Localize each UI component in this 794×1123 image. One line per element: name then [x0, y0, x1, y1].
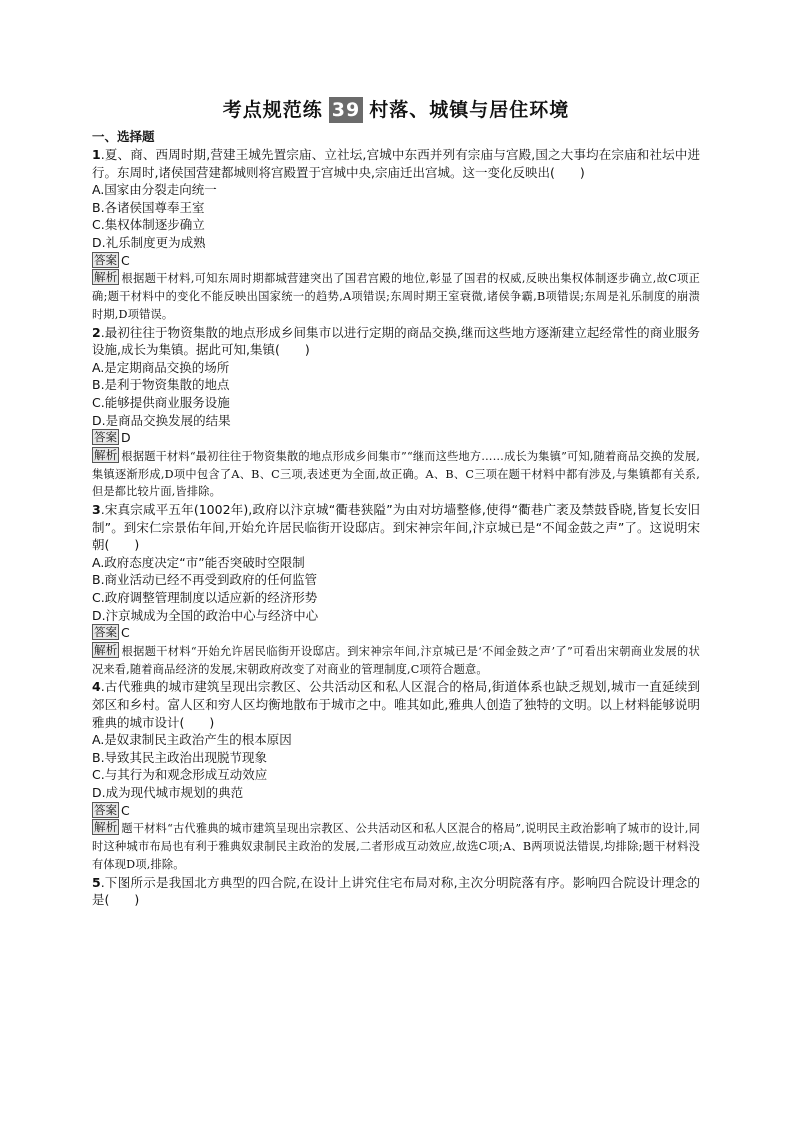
analysis-paragraph: [92, 642, 700, 679]
title-topic: 村落、城镇与居住环境: [369, 99, 570, 121]
answer-value: C: [121, 625, 130, 641]
option-a: A.国家由分裂走向统一: [92, 182, 217, 198]
option-c: C.能够提供商业服务设施: [92, 394, 230, 410]
document-page: [92, 96, 700, 909]
question-stem: [92, 501, 700, 554]
analysis-paragraph: [92, 269, 700, 323]
title-prefix: 考点规范练: [222, 99, 323, 121]
answer-value: C: [121, 802, 130, 818]
answer-tag: 答案: [94, 252, 117, 267]
question-block: [92, 678, 700, 873]
answer-line: [92, 624, 700, 642]
answer-tag: 答案: [94, 430, 117, 445]
option-d: D.汴京城成为全国的政治中心与经济中心: [92, 607, 319, 623]
analysis-text: 题干材料“古代雅典的城市建筑呈现出宗教区、公共活动区和私人区混合的格局”,说明民主政治影响了城市的设计,同时这种城市布局也有利于雅典奴隶制民主政治的发展,二者形成互动效应,故选C项;A、B两项说法错误,均排除;题干材料没有体现D项,排除。: [92, 822, 700, 871]
question-number: 1: [92, 147, 101, 162]
analysis-tag: 解析: [94, 820, 118, 835]
question-number: 3: [92, 502, 101, 518]
analysis-text: 根据题干材料“最初往往于物资集散的地点形成乡间集市”“继而这些地方……成长为集镇”可知,随着商品交换的发展,集镇逐渐形成,D项中包含了A、B、C三项,表述更为全面,故正确。A、B、C三项在题干材料中都有涉及,与集镇都有关系,但是都比较片面,皆排除。: [92, 449, 700, 499]
answer-line: [92, 252, 700, 270]
question-block: [92, 324, 700, 502]
question-stem: [92, 678, 700, 731]
question-number: 4: [92, 679, 101, 695]
question-block: [92, 501, 700, 678]
question-block: [92, 874, 700, 909]
question-stem: [92, 874, 700, 909]
analysis-paragraph: [92, 819, 700, 873]
answer-value: C: [121, 252, 130, 268]
option-d: D.是商品交换发展的结果: [92, 412, 231, 428]
analysis-text: 根据题干材料“开始允许居民临街开设邸店。到宋神宗年间,汴京城已是‘不闻金鼓之声’了”可看出宋朝商业发展的状况来看,随着商品经济的发展,宋朝政府改变了对商业的管理制度,C项符合题意。: [92, 644, 700, 676]
answer-line: [92, 802, 700, 820]
option-c: C.与其行为和观念形成互动效应: [92, 767, 268, 783]
option-a: A.是定期商品交换的场所: [92, 359, 230, 375]
option-b: B.导致其民主政治出现脱节现象: [92, 749, 268, 765]
analysis-tag: 解析: [94, 447, 118, 462]
question-text: .下图所示是我国北方典型的四合院,在设计上讲究住宅布局对称,主次分明院落有序。影响四合院设计理念的是( ): [92, 874, 700, 908]
question-stem: [92, 146, 700, 181]
question-text: .古代雅典的城市建筑呈现出宗教区、公共活动区和私人区混合的格局,街道体系也缺乏规划,城市一直延续到郊区和乡村。富人区和穷人区均衡地散布于城市之中。唯其如此,雅典人创造了独特的文明。以上材料能够说明雅典的城市设计( ): [92, 679, 700, 730]
option-c: C.集权体制逐步确立: [92, 217, 205, 233]
question-text: .最初往往于物资集散的地点形成乡间集市以进行定期的商品交换,继而这些地方逐渐建立起经常性的商业服务设施,成长为集镇。据此可知,集镇( ): [92, 324, 700, 358]
option-d: D.礼乐制度更为成熟: [92, 234, 206, 250]
option-b: B.各诸侯国尊奉王室: [92, 199, 205, 215]
option-c: C.政府调整管理制度以适应新的经济形势: [92, 590, 318, 606]
question-stem: [92, 324, 700, 359]
answer-tag: 答案: [94, 625, 117, 640]
analysis-tag: 解析: [94, 270, 118, 285]
question-text: .夏、商、西周时期,营建王城先置宗庙、立社坛,宫城中东西并列有宗庙与宫殿,国之大事均在宗庙和社坛中进行。东周时,诸侯国营建都城则将宫殿置于宫城中央,宗庙迁出宫城。这一变化反映出( ): [92, 147, 700, 180]
option-b: B.是利于物资集散的地点: [92, 377, 230, 393]
answer-tag: 答案: [94, 802, 117, 817]
analysis-paragraph: [92, 447, 700, 501]
question-text: .宋真宗咸平五年(1002年),政府以汴京城“衢巷狭隘”为由对坊墙整修,使得“衢巷广袤及禁鼓昏晓,皆复长安旧制”。到宋仁宗景佑年间,开始允许居民临街开设邸店。到宋神宗年间,汴京城已是“不闻金鼓之声”了。这说明宋朝( ): [92, 502, 700, 553]
answer-line: [92, 429, 700, 447]
question-number: 2: [92, 324, 101, 340]
question-number: 5: [92, 874, 101, 890]
option-b: B.商业活动已经不再受到政府的任何监管: [92, 572, 318, 588]
option-a: A.是奴隶制民主政治产生的根本原因: [92, 732, 292, 748]
analysis-text: 根据题干材料,可知东周时期都城营建突出了国君宫殿的地位,彰显了国君的权威,反映出集权体制逐步确立,故C项正确;题干材料中的变化不能反映出国家统一的趋势,A项错误;东周时期王室衰微,诸侯争霸,B项错误;东周是礼乐制度的崩溃时期,D项错误。: [92, 272, 700, 321]
analysis-tag: 解析: [94, 642, 118, 657]
answer-value: D: [121, 430, 131, 446]
question-list: [92, 146, 700, 909]
section-heading: 一、选择题: [92, 129, 155, 144]
title-number-badge: 39: [329, 97, 363, 123]
option-a: A.政府态度决定“市”能否突破时空限制: [92, 554, 305, 570]
page-title: [92, 96, 700, 124]
option-d: D.成为现代城市规划的典范: [92, 785, 244, 800]
question-block: [92, 146, 700, 324]
